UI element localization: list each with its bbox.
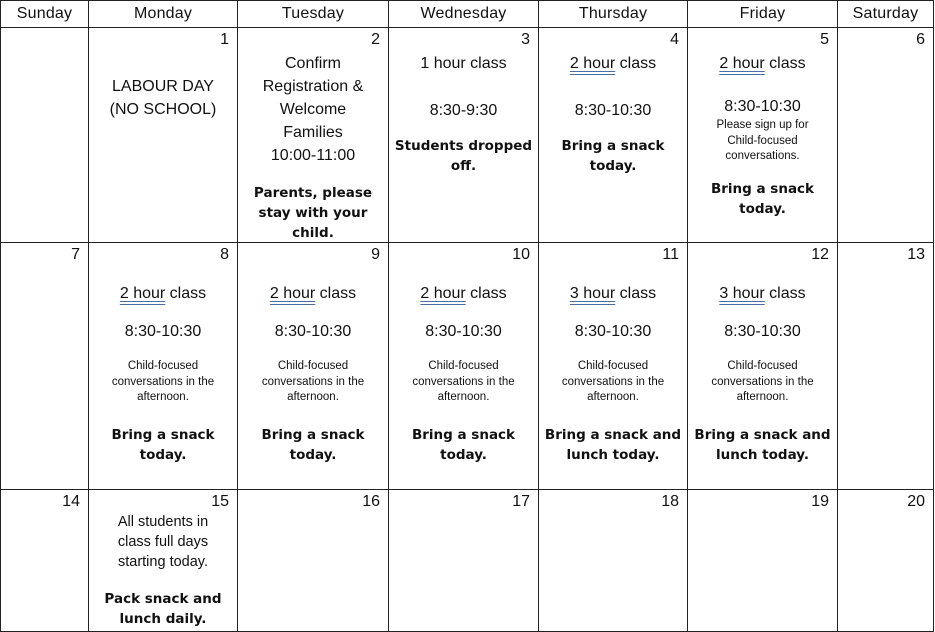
weekday-wednesday: Wednesday <box>389 1 539 28</box>
day-cell-3 <box>389 28 539 243</box>
day-detail: Child-focused conversations in the afternoon. <box>412 360 515 403</box>
day-number: 14 <box>62 493 80 510</box>
day-number: 12 <box>811 246 829 263</box>
day-number: 20 <box>907 493 925 510</box>
day-number: 4 <box>670 31 679 48</box>
day-note: Confirm Registration & Welcome Families 10:00-11:00 <box>262 55 364 164</box>
day-cell-5 <box>688 28 838 243</box>
weekday-sunday: Sunday <box>1 1 89 28</box>
week-row-2 <box>1 243 934 490</box>
day-number: 7 <box>71 246 80 263</box>
day-number: 3 <box>521 31 530 48</box>
day-cell-18 <box>539 490 688 632</box>
day-reminder: Bring a snack today. <box>710 181 815 217</box>
class-length: 2 hour class <box>119 285 207 302</box>
day-number: 17 <box>512 493 530 510</box>
day-cell-6 <box>838 28 934 243</box>
class-time: 8:30-10:30 <box>574 323 652 340</box>
day-reminder: Pack snack and lunch daily. <box>104 591 222 627</box>
class-length: 2 hour class <box>269 285 357 302</box>
class-length: 2 hour class <box>719 55 806 72</box>
weekday-saturday: Saturday <box>838 1 934 28</box>
class-length: 2 hour class <box>420 285 507 302</box>
day-number: 16 <box>362 493 380 510</box>
class-time: 8:30-10:30 <box>425 323 502 340</box>
weekday-thursday: Thursday <box>539 1 688 28</box>
day-number: 15 <box>211 493 229 510</box>
day-number: 10 <box>512 246 530 263</box>
day-cell-12 <box>688 243 838 490</box>
class-time: 8:30-10:30 <box>724 98 801 115</box>
day-cell-1 <box>89 28 238 243</box>
day-number: 13 <box>907 246 925 263</box>
day-reminder: Students dropped off. <box>394 138 533 174</box>
day-number: 5 <box>820 31 829 48</box>
weekday-tuesday: Tuesday <box>238 1 389 28</box>
class-length: 2 hour class <box>569 55 657 72</box>
class-time: 8:30-10:30 <box>574 102 652 119</box>
day-reminder: Bring a snack today. <box>261 427 365 463</box>
week-row-1 <box>1 28 934 243</box>
day-cell-15 <box>89 490 238 632</box>
day-number: 1 <box>220 31 229 48</box>
class-time: 8:30-9:30 <box>429 102 498 119</box>
day-number: 11 <box>662 246 679 263</box>
day-cell-17 <box>389 490 539 632</box>
day-cell-9 <box>238 243 389 490</box>
day-reminder: Parents, please stay with your child. <box>253 185 373 241</box>
day-number: 2 <box>371 31 380 48</box>
weekday-header-row <box>1 1 934 28</box>
day-detail: Child-focused conversations in the afternoon. <box>711 360 814 403</box>
day-cell-16 <box>238 490 389 632</box>
day-detail: Child-focused conversations in the afternoon. <box>261 360 365 403</box>
day-cell-8 <box>89 243 238 490</box>
day-number: 9 <box>371 246 380 263</box>
day-detail: Child-focused conversations in the afternoon. <box>111 360 215 403</box>
class-time: 8:30-10:30 <box>124 323 202 340</box>
class-length: 1 hour class <box>420 55 507 72</box>
day-cell-7 <box>1 243 89 490</box>
day-cell-13 <box>838 243 934 490</box>
day-number: 19 <box>811 493 829 510</box>
day-reminder: Bring a snack today. <box>411 427 516 463</box>
day-cell-4 <box>539 28 688 243</box>
week-row-3 <box>1 490 934 632</box>
day-cell-empty <box>1 28 89 243</box>
weekday-friday: Friday <box>688 1 838 28</box>
day-reminder: Bring a snack and lunch today. <box>694 427 831 463</box>
day-cell-10 <box>389 243 539 490</box>
class-length: 3 hour class <box>719 285 806 302</box>
day-cell-2 <box>238 28 389 243</box>
day-number: 18 <box>661 493 679 510</box>
day-cell-20 <box>838 490 934 632</box>
day-detail: Please sign up for Child-focused conversations. <box>716 119 809 162</box>
day-cell-11 <box>539 243 688 490</box>
day-cell-14 <box>1 490 89 632</box>
day-reminder: Bring a snack and lunch today. <box>544 427 682 463</box>
class-time: 8:30-10:30 <box>724 323 801 340</box>
day-note: All students in class full days starting today. <box>117 514 209 570</box>
day-note: LABOUR DAY (NO SCHOOL) <box>109 78 217 118</box>
class-time: 8:30-10:30 <box>274 323 352 340</box>
day-detail: Child-focused conversations in the afternoon. <box>561 360 665 403</box>
day-number: 6 <box>916 31 925 48</box>
class-length: 3 hour class <box>569 285 657 302</box>
day-cell-19 <box>688 490 838 632</box>
weekday-monday: Monday <box>89 1 238 28</box>
day-reminder: Bring a snack today. <box>561 138 665 174</box>
day-number: 8 <box>220 246 229 263</box>
day-reminder: Bring a snack today. <box>111 427 215 463</box>
